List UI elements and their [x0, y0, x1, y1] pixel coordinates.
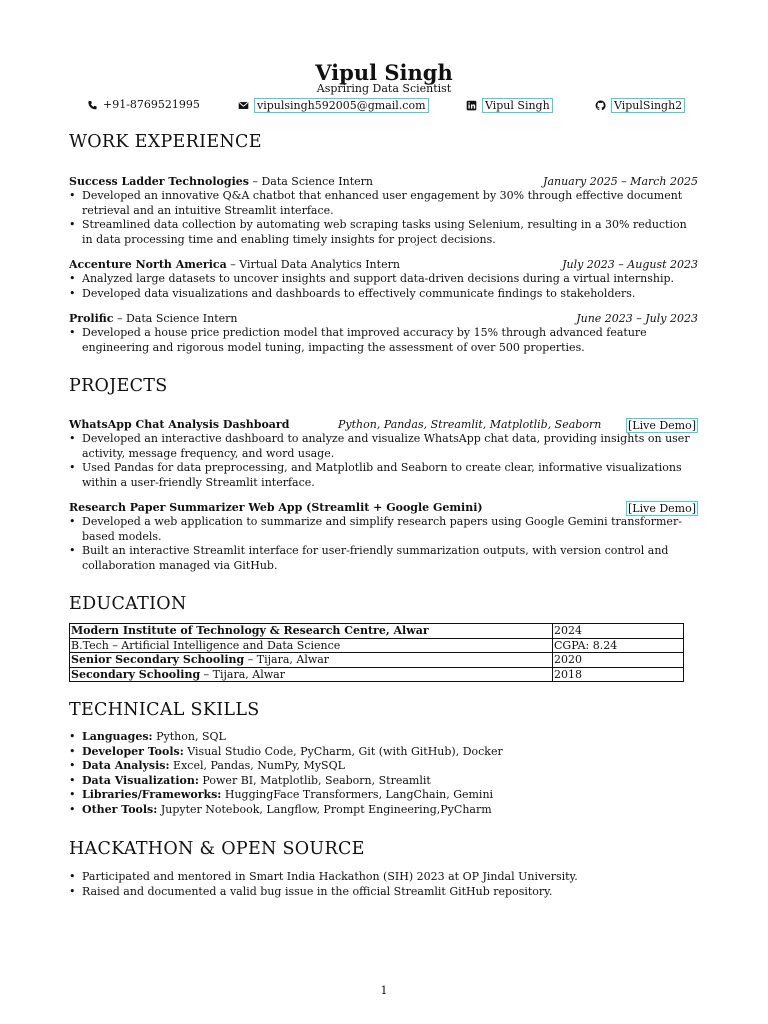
envelope-icon: [238, 100, 249, 111]
company-name: Prolific: [69, 312, 114, 325]
section-title-skills: TECHNICAL SKILLS: [69, 700, 260, 720]
section-title-hackathon: HACKATHON & OPEN SOURCE: [69, 839, 365, 859]
phone-icon: [87, 100, 98, 111]
skill-item: • Developer Tools: Visual Studio Code, PyCharm, Git (with GitHub), Docker: [69, 745, 699, 760]
table-row: [70, 624, 684, 639]
education-table: [69, 623, 684, 682]
bullet-item: • Developed data visualizations and dashboards to effectively communicate findings to stakeholders.: [69, 287, 699, 302]
skill-item: • Other Tools: Jupyter Notebook, Langflow, Prompt Engineering,PyCharm: [69, 803, 699, 818]
bullet-item: • Used Pandas for data preprocessing, and Matplotlib and Seaborn to create clear, informative visualizations within a user-friendly Streamlit interface.: [69, 461, 699, 490]
skills-list: [69, 730, 699, 817]
contact-email[interactable]: [238, 97, 429, 113]
live-demo-link[interactable]: [Live Demo]: [627, 419, 696, 432]
bullet-item: • Analyzed large datasets to uncover insights and support data-driven decisions during a virtual internship.: [69, 272, 699, 287]
job-role: – Data Science Intern: [248, 175, 373, 188]
bullet-item: • Developed an innovative Q&A chatbot that enhanced user engagement by 30% through effective document retrieval and an intuitive Streamlit interface.: [69, 189, 699, 218]
bullet-item: • Participated and mentored in Smart India Hackathon (SIH) 2023 at OP Jindal University.: [69, 870, 699, 885]
company-name: Accenture North America: [69, 258, 227, 271]
education-year: 2024: [553, 624, 684, 639]
github-link[interactable]: VipulSingh2: [611, 98, 685, 113]
github-icon: [595, 100, 606, 111]
table-row: [70, 653, 684, 668]
resume-name: Vipul Singh: [315, 60, 453, 85]
job-dates: July 2023 – August 2023: [562, 258, 698, 271]
phone-number: +91-8769521995: [103, 98, 200, 111]
education-cell: B.Tech – Artificial Intelligence and Data Science: [70, 638, 553, 653]
bullet-item: • Built an interactive Streamlit interface for user-friendly summarization outputs, with version control and collaboration managed via GitHub.: [69, 544, 699, 573]
section-title-work: WORK EXPERIENCE: [69, 132, 262, 152]
section-title-education: EDUCATION: [69, 594, 187, 614]
education-cell: Senior Secondary Schooling – Tijara, Alwar: [70, 653, 553, 668]
education-year: 2020: [553, 653, 684, 668]
email-link[interactable]: vipulsingh592005@gmail.com: [254, 98, 429, 113]
job-header: [69, 175, 698, 190]
job-role: – Virtual Data Analytics Intern: [226, 258, 400, 271]
bullet-item: • Developed an interactive dashboard to analyze and visualize WhatsApp chat data, providing insights on user activity, message frequency, and word usage.: [69, 432, 699, 461]
job-header: [69, 258, 698, 273]
table-row: [70, 638, 684, 653]
education-cell: Secondary Schooling – Tijara, Alwar: [70, 667, 553, 682]
job-dates: June 2023 – July 2023: [576, 312, 698, 325]
live-demo-link[interactable]: [Live Demo]: [627, 502, 696, 515]
bullet-item: • Raised and documented a valid bug issue in the official Streamlit GitHub repository.: [69, 885, 699, 900]
job-header: [69, 312, 698, 327]
job-role: – Data Science Intern: [113, 312, 238, 325]
company-name: Success Ladder Technologies: [69, 175, 249, 188]
job-bullets: [69, 189, 699, 247]
section-title-projects: PROJECTS: [69, 376, 168, 396]
bullet-item: • Developed a web application to summarize and simplify research papers using Google Gemini transformer-based models.: [69, 515, 699, 544]
bullet-item: • Streamlined data collection by automating web scraping tasks using Selenium, resulting in a 30% reduction in data processing time and enabling timely insights for project decisions.: [69, 218, 699, 247]
job-bullets: [69, 326, 699, 355]
contact-github[interactable]: [595, 97, 685, 113]
education-grade: CGPA: 8.24: [553, 638, 684, 653]
linkedin-link[interactable]: Vipul Singh: [482, 98, 553, 113]
hackathon-bullets: [69, 870, 699, 899]
project-bullets: [69, 515, 699, 573]
contact-phone: [87, 97, 200, 113]
page-number: 1: [380, 984, 388, 997]
project-header: [69, 501, 698, 516]
project-name: Research Paper Summarizer Web App (Streamlit + Google Gemini): [69, 501, 483, 514]
education-year: 2018: [553, 667, 684, 682]
job-dates: January 2025 – March 2025: [543, 175, 698, 188]
contact-linkedin[interactable]: [466, 97, 553, 113]
project-name: WhatsApp Chat Analysis Dashboard: [69, 418, 290, 431]
resume-subtitle: Aspriring Data Scientist: [316, 82, 452, 95]
education-cell: Modern Institute of Technology & Research Centre, Alwar: [70, 624, 553, 639]
skill-item: • Libraries/Frameworks: HuggingFace Transformers, LangChain, Gemini: [69, 788, 699, 803]
skill-item: • Data Analysis: Excel, Pandas, NumPy, MySQL: [69, 759, 699, 774]
skill-item: • Data Visualization: Power BI, Matplotlib, Seaborn, Streamlit: [69, 774, 699, 789]
table-row: [70, 667, 684, 682]
project-tech-stack: Python, Pandas, Streamlit, Matplotlib, Seaborn: [338, 418, 602, 431]
bullet-item: • Developed a house price prediction model that improved accuracy by 15% through advanced feature engineering and rigorous model tuning, impacting the assessment of over 500 properties.: [69, 326, 699, 355]
project-bullets: [69, 432, 699, 490]
job-bullets: [69, 272, 699, 301]
skill-item: • Languages: Python, SQL: [69, 730, 699, 745]
linkedin-icon: [466, 100, 477, 111]
